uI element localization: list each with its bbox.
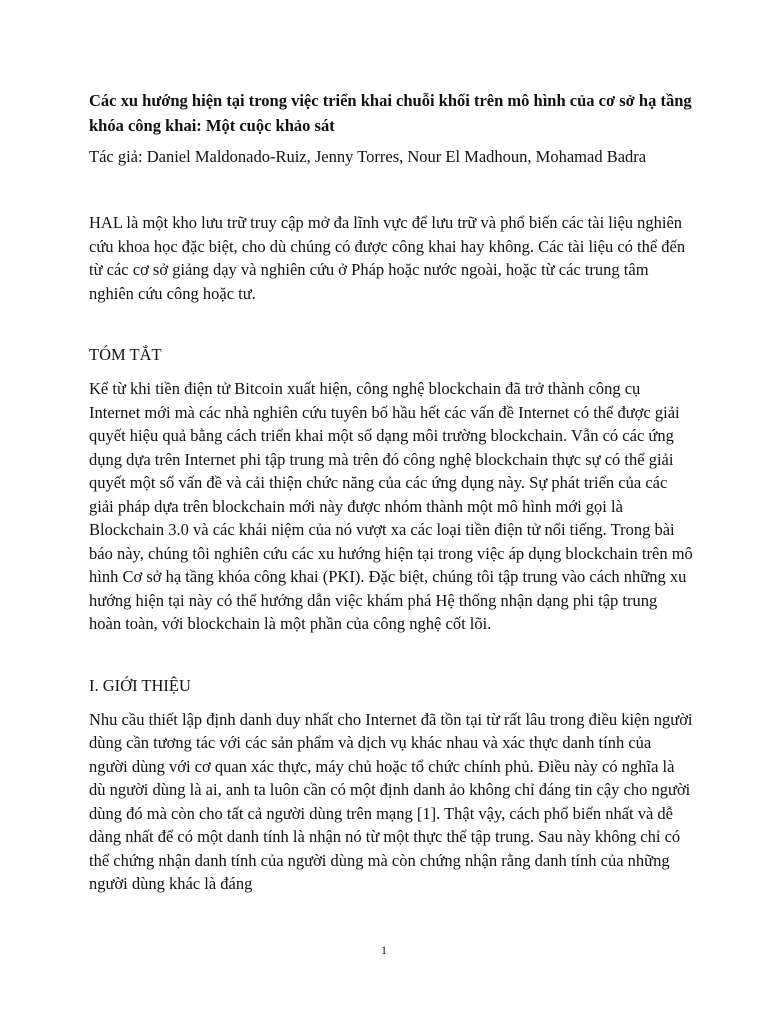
document-authors: Tác giả: Daniel Maldonado-Ruiz, Jenny Torres, Nour El Madhoun, Mohamad Badra [89,147,647,166]
page-number: 1 [381,943,387,957]
document-title: Các xu hướng hiện tại trong việc triển khai chuỗi khối trên mô hình của cơ sở hạ tầng khóa công khai: Một cuộc khảo sát [89,91,692,135]
abstract-heading: TÓM TẮT [89,345,162,364]
document-page [89,88,693,896]
intro-heading: I. GIỚI THIỆU [89,675,191,695]
hal-note: HAL là một kho lưu trữ truy cập mở đa lĩnh vực để lưu trữ và phổ biến các tài liệu nghiên cứu khoa học đặc biệt, cho dù chúng có được công khai hay không. Các tài liệu có thể đến từ các cơ sở giảng dạy và nghiên cứu ở Pháp hoặc nước ngoài, hoặc từ các trung tâm nghiên cứu công hoặc tư. [89,213,686,303]
intro-text: Nhu cầu thiết lập định danh duy nhất cho Internet đã tồn tại từ rất lâu trong điều kiện người dùng cần tương tác với các sản phẩm và dịch vụ khác nhau và xác thực danh tính của người dùng với cơ quan xác thực, máy chủ hoặc tổ chức chính phủ. Điều này có nghĩa là dù người dùng là ai, anh ta luôn cần có một định danh ảo không chỉ đáng tin cậy cho người dùng đó mà còn cho tất cả người dùng trên mạng [1]. Thật vậy, cách phổ biến nhất và dễ dàng nhất để có một danh tính là nhận nó từ một thực thể tập trung. Sau này không chỉ có thể chứng nhận danh tính của người dùng mà còn chứng nhận rằng danh tính của những người dùng khác là đáng [89,709,693,893]
abstract-text: Kể từ khi tiền điện tử Bitcoin xuất hiện, công nghệ blockchain đã trở thành công cụ Internet mới mà các nhà nghiên cứu tuyên bố hầu hết các vấn đề Internet có thể được giải quyết hiệu quả bằng cách triển khai một số dạng môi trường blockchain. Vẫn có các ứng dụng dựa trên Internet phi tập trung mà trên đó công nghệ blockchain thực sự có thể giải quyết một số vấn đề và cải thiện chức năng của các ứng dụng này. Sự phát triển của các giải pháp dựa trên blockchain mới này được nhóm thành một mô hình mới gọi là Blockchain 3.0 và các khái niệm của nó vượt xa các loại tiền điện tử nổi tiếng. Trong bài báo này, chúng tôi nghiên cứu các xu hướng hiện tại trong việc áp dụng blockchain trên mô hình Cơ sở hạ tầng khóa công khai (PKI). Đặc biệt, chúng tôi tập trung vào cách những xu hướng hiện tại này có thể hướng dẫn việc khám phá Hệ thống nhận dạng phi tập trung hoàn toàn, với blockchain là một phần của công nghệ cốt lõi. [89,379,693,633]
